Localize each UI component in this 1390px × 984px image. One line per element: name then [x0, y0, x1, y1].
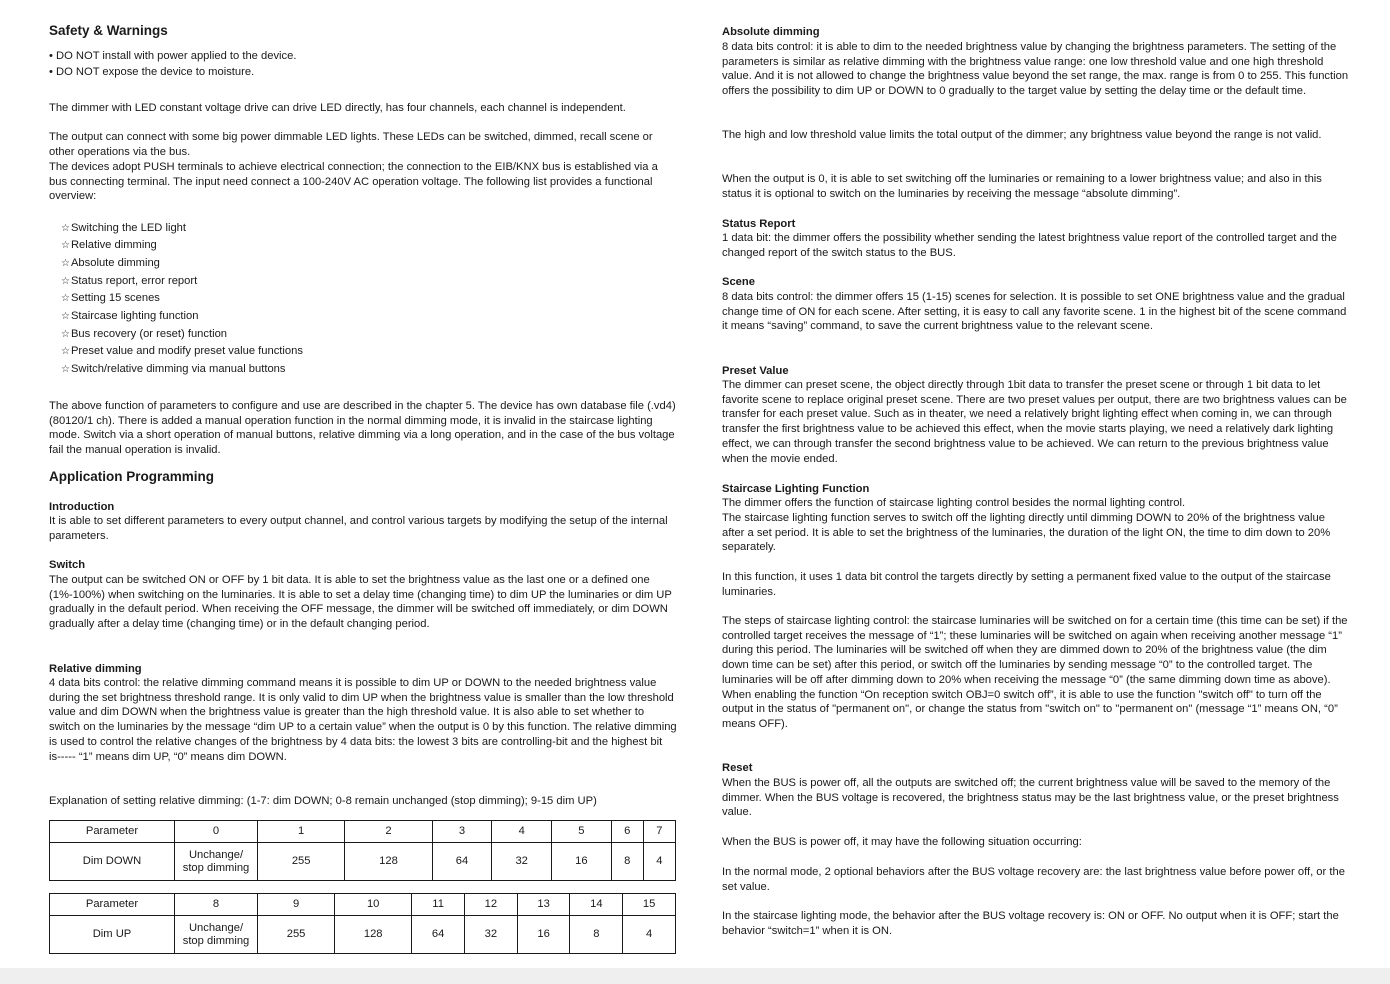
table-cell: 255	[258, 916, 335, 954]
reset-text-2: When the BUS is power off, it may have the following situation occurring:	[722, 836, 1082, 848]
status-text: 1 data bit: the dimmer offers the possibility whether sending the latest brightness value report of the controlled target and the changed report of the switch status to the BUS.	[722, 232, 1337, 259]
table-cell: 11	[412, 894, 465, 916]
safety-bullet-2: • DO NOT expose the device to moisture.	[49, 66, 255, 78]
table-cell: 128	[335, 916, 412, 954]
absolute-text-3: When the output is 0, it is able to set switching off the luminaries or remaining to a lower brightness value; and also in this status it is optional to switch on the luminaries by receiving the message “absolute dimming”.	[722, 173, 1322, 200]
star-icon: ☆	[61, 293, 70, 304]
feature-item: ☆Absolute dimming	[61, 257, 160, 269]
preset-title: Preset Value	[722, 365, 789, 377]
preset-text: The dimmer can preset scene, the object directly through 1bit data to transfer the preset scene or through 1 bit data to let favorite scene to replace original preset scene. There are two preset values per output, there are two brightness values can be transfer for each preset value. Such as in theater, we need a relatively bright lighting effect when coming in, we can through transfer the first brightness value to be achieved this effect, when the movie starts playing, we need a relatively dark lighting effect, we can through transfer the second brightness value to be achieved. We can return to the previous brightness value when the movie ended.	[722, 379, 1347, 465]
feature-item: ☆Staircase lighting function	[61, 310, 199, 322]
safety-heading: Safety & Warnings	[49, 23, 168, 38]
table-cell: 15	[623, 894, 676, 916]
table-cell: 10	[335, 894, 412, 916]
star-icon: ☆	[61, 276, 70, 287]
table-row-label: Dim DOWN	[50, 843, 175, 881]
star-icon: ☆	[61, 364, 70, 375]
bottom-bar	[0, 968, 1390, 984]
staircase-text-4: The steps of staircase lighting control: the staircase luminaries will be switched on for a certain time (this time can be set) if the controlled target receives the message of “1”; these luminaries will be switched on again when receiving another message “1” during this period. The luminaries will be switched off when they are dimmed down to 20% of the brightness value (the dim down time can be set) after this period, or switch off the luminaries by sending message “0” to the controlled target. The luminaries will be off after dimming down to 20% when receiving the message “0” (the same dimming down time as above). When enabling the function “On reception switch OBJ=0 switch off”, it is able to use the function "switch off" to turn off the output in the status of "permanent on", or change the status from "switch on" to "permanent on" (message “1” means ON, “0” means OFF).	[722, 615, 1348, 730]
table-cell: 6	[611, 821, 643, 843]
absolute-title: Absolute dimming	[722, 26, 820, 38]
dim-up-table	[49, 893, 676, 954]
feature-item: ☆Status report, error report	[61, 275, 198, 287]
table-cell: 12	[464, 894, 517, 916]
table-row	[50, 916, 676, 954]
table-cell: Unchange/ stop dimming	[175, 843, 258, 881]
table-cell: 13	[517, 894, 570, 916]
table-cell: 8	[175, 894, 258, 916]
reset-title: Reset	[722, 762, 753, 774]
table-cell: 8	[611, 843, 643, 881]
table-cell: 14	[570, 894, 623, 916]
star-icon: ☆	[61, 329, 70, 340]
table-cell: 16	[552, 843, 612, 881]
star-icon: ☆	[61, 240, 70, 251]
feature-item: ☆Switch/relative dimming via manual buttons	[61, 363, 286, 375]
staircase-text-1: The dimmer offers the function of staircase lighting control besides the normal lighting control.	[722, 497, 1186, 509]
star-icon: ☆	[61, 311, 70, 322]
relative-explanation: Explanation of setting relative dimming: (1-7: dim DOWN; 0-8 remain unchanged (stop dimming); 9-15 dim UP)	[49, 795, 597, 807]
feature-item: ☆Switching the LED light	[61, 222, 187, 234]
switch-text: The output can be switched ON or OFF by 1 bit data. It is able to set the brightness value as the last one or a defined one (1%-100%) when switching on the luminaries. It is able to set a delay time (changing time) to dim UP the luminaries or dim UP gradually in the default period. When receiving the OFF message, the dimmer will be switched off immediately, or dim DOWN gradually after a delay time (changing time) or in the default changing period.	[49, 574, 672, 631]
overview-closing: The above function of parameters to configure and use are described in the chapter 5. The device has own database file (.vd4) (80120/1 ch). There is added a manual operation function in the normal dimming mode, it is invalid in the staircase lighting mode. Switch via a short operation of manual buttons, relative dimming via a long operation, and in the case of the bus voltage fail the manual operation is invalid.	[49, 400, 676, 457]
table-cell: 64	[432, 843, 492, 881]
table-cell: 32	[492, 843, 552, 881]
relative-text: 4 data bits control: the relative dimming command means it is possible to dim UP or DOWN to the needed brightness value during the set brightness threshold range. It is only valid to dim UP when the brightness value is smaller than the low threshold value and dim DOWN when the brightness value is greater than the high threshold value. It is also able to set whether to switch on the luminaries by the message “dim UP to a certain value” when the output is 0 by this function. The relative dimming is used to control the relative changes of the brightness by 4 data bits: the lowest 3 bits are controlling-bit and the highest bit is----- “1” means dim UP, “0” means dim DOWN.	[49, 677, 677, 763]
star-icon: ☆	[61, 223, 70, 234]
feature-item: ☆Preset value and modify preset value functions	[61, 345, 303, 357]
table-cell: 255	[258, 843, 345, 881]
table-cell: 8	[570, 916, 623, 954]
table-cell: 4	[623, 916, 676, 954]
relative-title: Relative dimming	[49, 663, 142, 675]
reset-text-3: In the normal mode, 2 optional behaviors after the BUS voltage recovery are: the last brightness value before power off, or the set value.	[722, 866, 1345, 893]
table-header-row	[50, 821, 676, 843]
app-heading: Application Programming	[49, 469, 215, 484]
switch-title: Switch	[49, 559, 86, 571]
table-cell: 7	[643, 821, 675, 843]
table-cell: 4	[492, 821, 552, 843]
feature-item: ☆Relative dimming	[61, 239, 157, 251]
feature-item: ☆Setting 15 scenes	[61, 292, 160, 304]
star-icon: ☆	[61, 346, 70, 357]
intro-title: Introduction	[49, 501, 115, 513]
scene-text: 8 data bits control: the dimmer offers 15 (1-15) scenes for selection. It is possible to set ONE brightness value and the gradual change time of ON for each scene. After setting, it is easy to call any favorite scene. 1 in the highest bit of the scene command it means “saving” command, to save the current brightness value to the relevant scene.	[722, 291, 1347, 333]
table-cell: Parameter	[50, 894, 175, 916]
table-cell: 9	[258, 894, 335, 916]
safety-bullet-1: • DO NOT install with power applied to the device.	[49, 50, 297, 62]
reset-text-1: When the BUS is power off, all the outputs are switched off; the current brightness value will be saved to the memory of the dimmer. When the BUS voltage is recovered, the brightness status may be the last brightness value, or the preset brightness value.	[722, 777, 1339, 819]
overview-paragraph-1: The dimmer with LED constant voltage drive can drive LED directly, has four channels, each channel is independent.	[49, 102, 626, 114]
star-icon: ☆	[61, 258, 70, 269]
staircase-text-2: The staircase lighting function serves to switch off the lighting directly until dimming DOWN to 20% of the brightness value after a set period. It is able to set the brightness of the luminaries, the duration of the light ON, the time to dim down to 20% separately.	[722, 512, 1331, 554]
staircase-title: Staircase Lighting Function	[722, 483, 870, 495]
table-cell: 2	[345, 821, 432, 843]
table-cell: 16	[517, 916, 570, 954]
table-cell: 0	[175, 821, 258, 843]
absolute-text-1: 8 data bits control: it is able to dim to the needed brightness value by changing the brightness parameters. The setting of the parameters is similar as relative dimming with the brightness value range: one low threshold value and one high threshold value. And it is not allowed to change the brightness value beyond the set range, the max. range is from 0 to 255. This function offers the possibility to dim UP or DOWN to 0 gradually to the target value by setting the delay time or the default time.	[722, 41, 1349, 98]
table-cell: Unchange/ stop dimming	[175, 916, 258, 954]
table-cell: 128	[345, 843, 432, 881]
table-cell: 4	[643, 843, 675, 881]
table-cell: 5	[552, 821, 612, 843]
table-cell: Parameter	[50, 821, 175, 843]
table-cell: 64	[412, 916, 465, 954]
table-row-label: Dim UP	[50, 916, 175, 954]
absolute-text-2: The high and low threshold value limits the total output of the dimmer; any brightness value beyond the range is not valid.	[722, 129, 1322, 141]
dim-down-table	[49, 820, 676, 881]
table-row	[50, 843, 676, 881]
table-cell: 32	[464, 916, 517, 954]
status-title: Status Report	[722, 218, 796, 230]
staircase-text-3: In this function, it uses 1 data bit control the targets directly by setting a permanent fixed value to the output of the staircase luminaries.	[722, 571, 1331, 598]
overview-paragraph-2: The output can connect with some big power dimmable LED lights. These LEDs can be switched, dimmed, recall scene or other operations via the bus.	[49, 131, 653, 158]
reset-text-4: In the staircase lighting mode, the behavior after the BUS voltage recovery is: ON or OFF. No output when it is OFF; start the behavior “switch=1” when it is ON.	[722, 910, 1339, 937]
table-cell: 3	[432, 821, 492, 843]
table-cell: 1	[258, 821, 345, 843]
feature-item: ☆Bus recovery (or reset) function	[61, 328, 228, 340]
overview-paragraph-3: The devices adopt PUSH terminals to achieve electrical connection; the connection to the EIB/KNX bus is established via a bus connecting terminal. The input need connect a 100-240V AC operation voltage. The following list provides a functional overview:	[49, 161, 658, 203]
intro-text: It is able to set different parameters to every output channel, and control various targets by modifying the setup of the internal parameters.	[49, 515, 668, 542]
scene-title: Scene	[722, 276, 755, 288]
table-header-row	[50, 894, 676, 916]
